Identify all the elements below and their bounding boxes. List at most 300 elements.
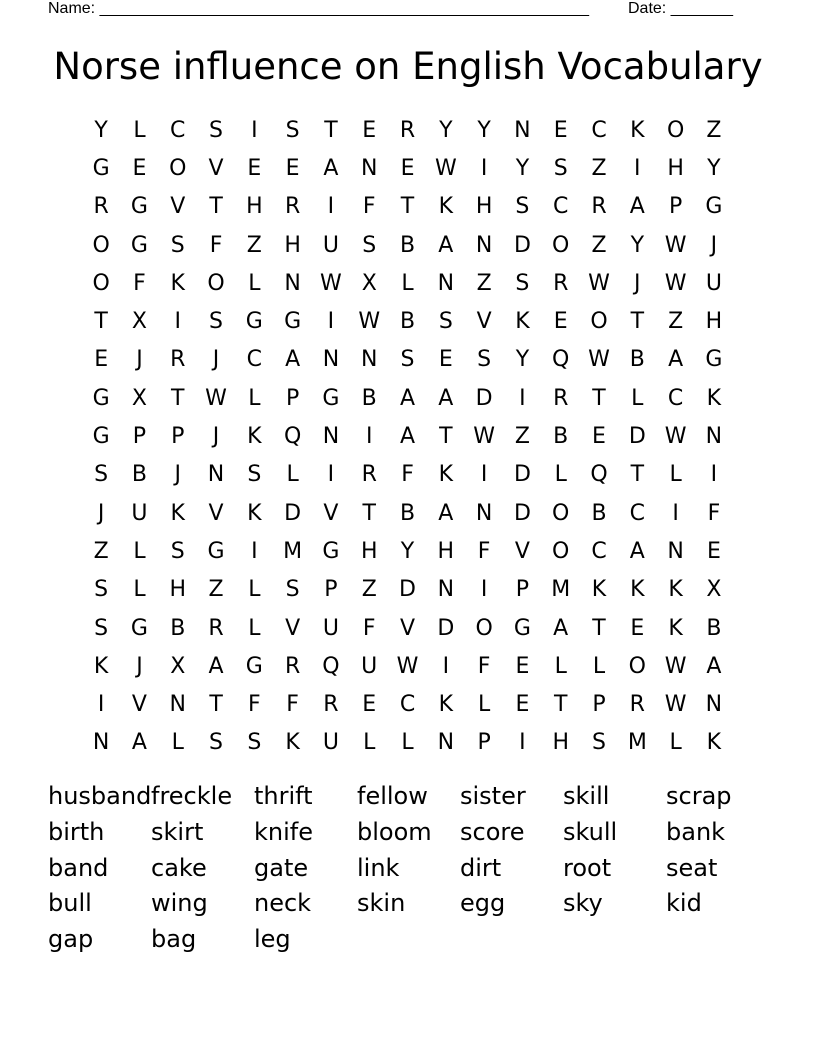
grid-letter: T xyxy=(209,692,223,718)
grid-letter: H xyxy=(437,538,455,564)
grid-letter: T xyxy=(94,309,108,335)
grid-letter: R xyxy=(629,692,645,718)
grid-letter: I xyxy=(174,309,181,335)
grid-letter: I xyxy=(251,117,258,143)
grid-letter: F xyxy=(477,538,491,564)
grid-letter: T xyxy=(553,692,568,718)
grid-letter: O xyxy=(552,232,570,258)
grid-letter: N xyxy=(705,424,723,450)
grid-letter: V xyxy=(131,692,147,718)
grid-letter: A xyxy=(438,232,454,258)
grid-letter: N xyxy=(437,577,455,603)
grid-letter: K xyxy=(630,577,645,603)
grid-letter: S xyxy=(247,730,262,756)
grid-letter: O xyxy=(552,538,570,564)
grid-letter: D xyxy=(475,385,493,411)
grid-letter: C xyxy=(629,500,645,526)
grid-letter: C xyxy=(591,538,607,564)
grid-letter: P xyxy=(477,730,491,756)
grid-letter: A xyxy=(629,194,645,220)
grid-letter: G xyxy=(705,347,723,373)
grid-letter: I xyxy=(634,155,641,181)
grid-letter: Z xyxy=(361,577,377,603)
grid-letter: L xyxy=(286,462,299,488)
grid-letter: Q xyxy=(590,462,608,488)
grid-letter: C xyxy=(399,692,416,718)
grid-letter: N xyxy=(207,462,225,488)
grid-letter: K xyxy=(706,730,722,756)
grid-letter: T xyxy=(439,424,453,450)
grid-letter: I xyxy=(327,194,335,220)
grid-letter: V xyxy=(170,194,186,220)
grid-letter: D xyxy=(513,500,531,526)
grid-letter: I xyxy=(365,424,373,450)
grid-letter: R xyxy=(284,194,301,220)
page-title: Norse influence on English Vocabulary xyxy=(53,45,763,88)
grid-letter: L xyxy=(554,462,567,488)
grid-letter: P xyxy=(132,424,147,450)
word-bank-item: band xyxy=(48,853,109,882)
grid-letter: Z xyxy=(93,538,109,564)
word-bank-item: link xyxy=(357,853,400,882)
grid-letter: K xyxy=(285,730,300,756)
word-bank-item: wing xyxy=(151,889,208,918)
grid-letter: S xyxy=(94,615,109,641)
grid-letter: O xyxy=(92,270,110,296)
grid-letter: U xyxy=(705,270,722,296)
grid-letter: H xyxy=(284,232,301,258)
grid-letter: O xyxy=(475,615,493,641)
grid-letter: E xyxy=(630,615,645,641)
grid-letter: A xyxy=(399,424,416,450)
grid-letter: X xyxy=(706,577,722,603)
grid-letter: I xyxy=(442,653,450,679)
grid-letter: S xyxy=(170,538,185,564)
grid-letter: N xyxy=(284,270,301,296)
word-bank-item: skirt xyxy=(151,817,204,846)
grid-letter: D xyxy=(399,577,416,603)
grid-letter: G xyxy=(322,385,340,411)
grid-letter: K xyxy=(515,309,530,335)
grid-letter: K xyxy=(668,577,683,603)
word-bank-item: scrap xyxy=(666,782,732,810)
grid-letter: U xyxy=(322,232,339,258)
word-bank-item: gate xyxy=(254,853,309,882)
name-line: Name: _______________________________________________________ xyxy=(48,0,589,17)
grid-letter: O xyxy=(590,309,608,335)
grid-letter: R xyxy=(361,462,377,488)
grid-letter: Y xyxy=(94,117,108,143)
grid-letter: P xyxy=(668,194,683,220)
grid-letter: B xyxy=(629,347,645,373)
grid-letter: T xyxy=(171,385,185,411)
grid-letter: L xyxy=(401,270,414,296)
grid-letter: B xyxy=(399,309,416,335)
word-bank-item: skin xyxy=(357,889,406,918)
grid-letter: B xyxy=(131,462,147,488)
grid-letter: K xyxy=(247,424,262,450)
grid-letter: F xyxy=(477,653,491,679)
grid-letter: I xyxy=(327,309,335,335)
grid-letter: J xyxy=(174,462,181,488)
grid-letter: G xyxy=(705,194,723,220)
word-bank-item: seat xyxy=(666,853,718,882)
grid-letter: F xyxy=(362,194,376,220)
grid-letter: Q xyxy=(552,347,570,373)
grid-letter: I xyxy=(251,538,258,564)
grid-letter: G xyxy=(322,538,340,564)
word-bank-item: bank xyxy=(666,817,726,846)
word-bank-item: root xyxy=(563,853,612,882)
grid-letter: W xyxy=(588,347,610,373)
grid-letter: Z xyxy=(668,309,684,335)
grid-letter: R xyxy=(553,270,569,296)
grid-letter: I xyxy=(480,577,488,603)
grid-letter: L xyxy=(631,385,644,411)
grid-letter: R xyxy=(208,615,224,641)
word-bank-item: bull xyxy=(48,889,92,918)
date-line: Date: _______ xyxy=(628,0,733,17)
grid-letter: H xyxy=(360,538,378,564)
grid-letter: G xyxy=(245,309,263,335)
grid-letter: L xyxy=(669,462,682,488)
grid-letter: S xyxy=(209,309,224,335)
grid-letter: Q xyxy=(322,653,340,679)
grid-letter: B xyxy=(361,385,377,411)
grid-letter: S xyxy=(170,232,185,258)
grid-letter: O xyxy=(552,500,570,526)
grid-letter: F xyxy=(707,500,721,526)
grid-letter: A xyxy=(553,615,569,641)
grid-letter: N xyxy=(437,270,455,296)
grid-letter: L xyxy=(248,385,261,411)
grid-letter: N xyxy=(475,232,493,258)
grid-letter: R xyxy=(399,117,416,143)
word-bank-item: egg xyxy=(460,889,506,918)
grid-letter: E xyxy=(400,155,415,181)
grid-letter: H xyxy=(246,194,263,220)
word-search-grid xyxy=(82,111,734,762)
grid-letter: S xyxy=(247,462,262,488)
grid-letter: B xyxy=(399,232,416,258)
grid-letter: D xyxy=(284,500,302,526)
grid-letter: N xyxy=(437,730,455,756)
grid-letter: K xyxy=(706,385,722,411)
grid-letter: N xyxy=(475,500,493,526)
grid-letter: L xyxy=(248,270,261,296)
grid-letter: W xyxy=(664,270,687,296)
grid-letter: E xyxy=(592,424,606,450)
grid-letter: K xyxy=(93,653,109,679)
grid-letter: K xyxy=(591,577,607,603)
grid-letter: K xyxy=(170,500,185,526)
word-bank-item: sky xyxy=(563,889,603,918)
grid-letter: Z xyxy=(208,577,224,603)
word-bank-item: knife xyxy=(254,817,313,846)
grid-letter: S xyxy=(285,117,300,143)
word-bank-item: cake xyxy=(151,853,207,882)
grid-letter: T xyxy=(400,194,415,220)
grid-letter: L xyxy=(363,730,376,756)
grid-letter: E xyxy=(362,117,377,143)
grid-letter: N xyxy=(705,692,723,718)
grid-letter: A xyxy=(629,538,645,564)
grid-letter: B xyxy=(553,424,569,450)
grid-letter: Y xyxy=(477,117,491,143)
grid-letter: E xyxy=(438,347,453,373)
grid-letter: L xyxy=(133,538,146,564)
grid-letter: D xyxy=(437,615,455,641)
grid-letter: S xyxy=(94,462,109,488)
grid-letter: A xyxy=(208,653,224,679)
grid-letter: S xyxy=(94,577,109,603)
grid-letter: J xyxy=(136,347,143,373)
grid-letter: G xyxy=(92,385,110,411)
grid-letter: L xyxy=(171,730,184,756)
grid-letter: E xyxy=(515,653,530,679)
grid-letter: N xyxy=(360,155,378,181)
grid-letter: G xyxy=(207,538,225,564)
grid-letter: L xyxy=(592,653,606,679)
word-bank-item: sister xyxy=(460,782,526,810)
grid-letter: C xyxy=(667,385,684,411)
grid-letter: S xyxy=(362,232,377,258)
grid-letter: P xyxy=(324,577,338,603)
grid-letter: T xyxy=(592,615,606,641)
grid-letter: G xyxy=(245,653,263,679)
grid-letter: I xyxy=(480,155,488,181)
grid-letter: W xyxy=(473,424,495,450)
grid-letter: I xyxy=(519,730,526,756)
grid-letter: A xyxy=(438,500,454,526)
grid-letter: A xyxy=(399,385,416,411)
grid-letter: Z xyxy=(706,117,722,143)
word-bank-item: husband xyxy=(48,782,152,810)
grid-letter: E xyxy=(132,155,147,181)
grid-letter: Z xyxy=(246,232,262,258)
grid-letter: R xyxy=(93,194,109,220)
grid-letter: R xyxy=(323,692,339,718)
grid-letter: Z xyxy=(476,270,492,296)
grid-letter: O xyxy=(169,155,187,181)
grid-letter: A xyxy=(668,347,684,373)
grid-letter: F xyxy=(286,692,299,718)
grid-letter: W xyxy=(358,309,381,335)
grid-letter: O xyxy=(92,232,110,258)
grid-letter: N xyxy=(667,538,684,564)
grid-letter: E xyxy=(285,155,300,181)
grid-letter: K xyxy=(247,500,262,526)
grid-letter: I xyxy=(97,692,105,718)
grid-letter: Y xyxy=(515,155,530,181)
grid-letter: G xyxy=(284,309,302,335)
word-bank-item: skill xyxy=(563,782,610,810)
grid-letter: E xyxy=(553,117,568,143)
grid-letter: H xyxy=(667,155,684,181)
grid-letter: V xyxy=(399,615,416,641)
grid-letter: L xyxy=(133,117,146,143)
grid-letter: R xyxy=(553,385,569,411)
grid-letter: X xyxy=(170,653,186,679)
grid-letter: S xyxy=(477,347,492,373)
grid-letter: I xyxy=(327,462,335,488)
grid-letter: F xyxy=(209,232,223,258)
word-bank-item: neck xyxy=(254,889,312,918)
grid-letter: F xyxy=(133,270,146,296)
grid-letter: H xyxy=(475,194,493,220)
grid-letter: B xyxy=(170,615,186,641)
grid-letter: F xyxy=(362,615,376,641)
grid-letter: T xyxy=(630,462,645,488)
grid-letter: K xyxy=(630,117,645,143)
grid-letter: T xyxy=(362,500,376,526)
grid-letter: R xyxy=(284,653,301,679)
grid-letter: T xyxy=(592,385,606,411)
grid-letter: Z xyxy=(514,424,530,450)
grid-letter: L xyxy=(669,730,682,756)
grid-letter: G xyxy=(92,424,110,450)
grid-letter: Y xyxy=(439,117,453,143)
grid-letter: X xyxy=(361,270,377,296)
grid-letter: D xyxy=(513,232,531,258)
grid-letter: H xyxy=(169,577,187,603)
grid-letter: N xyxy=(360,347,378,373)
grid-letter: H xyxy=(705,309,723,335)
grid-letter: J xyxy=(136,653,143,679)
grid-letter: F xyxy=(248,692,261,718)
word-bank-item: bag xyxy=(151,925,197,954)
word-bank-item: kid xyxy=(666,889,702,918)
grid-letter: G xyxy=(130,615,148,641)
grid-letter: W xyxy=(664,653,687,679)
grid-letter: V xyxy=(476,309,492,335)
grid-letter: N xyxy=(169,692,186,718)
grid-letter: G xyxy=(130,232,148,258)
grid-letter: S xyxy=(438,309,453,335)
grid-letter: W xyxy=(434,155,457,181)
grid-letter: Y xyxy=(707,155,721,181)
grid-letter: I xyxy=(710,462,718,488)
grid-letter: U xyxy=(322,730,339,756)
word-bank-item: skull xyxy=(563,817,618,846)
grid-letter: N xyxy=(92,730,110,756)
grid-letter: M xyxy=(551,577,571,603)
grid-letter: K xyxy=(170,270,185,296)
grid-letter: I xyxy=(519,385,526,411)
grid-letter: S xyxy=(285,577,300,603)
grid-letter: E xyxy=(706,538,721,564)
grid-letter: V xyxy=(208,155,224,181)
grid-letter: W xyxy=(396,653,419,679)
grid-letter: N xyxy=(322,347,340,373)
grid-letter: O xyxy=(207,270,225,296)
grid-letter: J xyxy=(212,424,220,450)
grid-letter: T xyxy=(324,117,338,143)
grid-letter: U xyxy=(322,615,339,641)
grid-letter: S xyxy=(553,155,568,181)
grid-letter: B xyxy=(706,615,722,641)
grid-letter: V xyxy=(285,615,301,641)
grid-letter: S xyxy=(209,730,224,756)
grid-letter: C xyxy=(170,117,186,143)
grid-letter: P xyxy=(171,424,185,450)
grid-letter: W xyxy=(664,692,687,718)
word-bank-item: fellow xyxy=(357,782,428,810)
grid-letter: Y xyxy=(515,347,530,373)
grid-letter: L xyxy=(248,615,261,641)
grid-letter: J xyxy=(212,347,220,373)
word-bank-item: freckle xyxy=(151,782,233,810)
grid-letter: L xyxy=(401,730,414,756)
grid-letter: E xyxy=(515,692,530,718)
grid-letter: E xyxy=(362,692,377,718)
grid-letter: G xyxy=(130,194,148,220)
grid-letter: F xyxy=(401,462,414,488)
grid-letter: T xyxy=(630,309,645,335)
grid-letter: J xyxy=(710,232,718,258)
grid-letter: V xyxy=(208,500,224,526)
grid-letter: K xyxy=(668,615,683,641)
grid-letter: Y xyxy=(400,538,415,564)
grid-letter: C xyxy=(246,347,263,373)
grid-letter: B xyxy=(591,500,607,526)
grid-letter: R xyxy=(170,347,186,373)
grid-letter: X xyxy=(131,385,147,411)
grid-letter: A xyxy=(438,385,454,411)
grid-letter: P xyxy=(285,385,300,411)
grid-letter: E xyxy=(247,155,262,181)
grid-letter: H xyxy=(552,730,569,756)
grid-letter: G xyxy=(513,615,531,641)
grid-letter: W xyxy=(588,270,610,296)
word-bank-item: score xyxy=(460,817,525,846)
grid-letter: L xyxy=(133,577,146,603)
grid-letter: I xyxy=(672,500,679,526)
grid-letter: E xyxy=(94,347,109,373)
grid-letter: Z xyxy=(591,232,607,258)
grid-letter: S xyxy=(515,194,530,220)
grid-letter: A xyxy=(285,347,301,373)
grid-letter: V xyxy=(514,538,530,564)
grid-letter: V xyxy=(323,500,339,526)
grid-letter: A xyxy=(706,653,722,679)
grid-letter: D xyxy=(513,462,531,488)
grid-letter: M xyxy=(627,730,647,756)
grid-letter: G xyxy=(92,155,110,181)
word-bank-item: gap xyxy=(48,925,94,954)
grid-letter: M xyxy=(283,538,303,564)
grid-letter: W xyxy=(664,424,687,450)
grid-letter: A xyxy=(131,730,147,756)
grid-letter: W xyxy=(320,270,342,296)
grid-letter: L xyxy=(477,692,491,718)
grid-letter: O xyxy=(666,117,685,143)
grid-letter: A xyxy=(323,155,339,181)
grid-letter: T xyxy=(209,194,223,220)
grid-letter: Y xyxy=(630,232,645,258)
word-bank-item: leg xyxy=(254,925,291,954)
grid-letter: D xyxy=(628,424,646,450)
word-bank xyxy=(48,778,769,957)
word-bank-item: bloom xyxy=(357,817,432,846)
grid-letter: J xyxy=(97,500,105,526)
word-bank-item: birth xyxy=(48,817,105,846)
grid-letter: P xyxy=(515,577,530,603)
grid-letter: Z xyxy=(591,155,607,181)
grid-letter: B xyxy=(399,500,416,526)
grid-letter: I xyxy=(480,462,488,488)
word-bank-item: thrift xyxy=(254,782,313,810)
